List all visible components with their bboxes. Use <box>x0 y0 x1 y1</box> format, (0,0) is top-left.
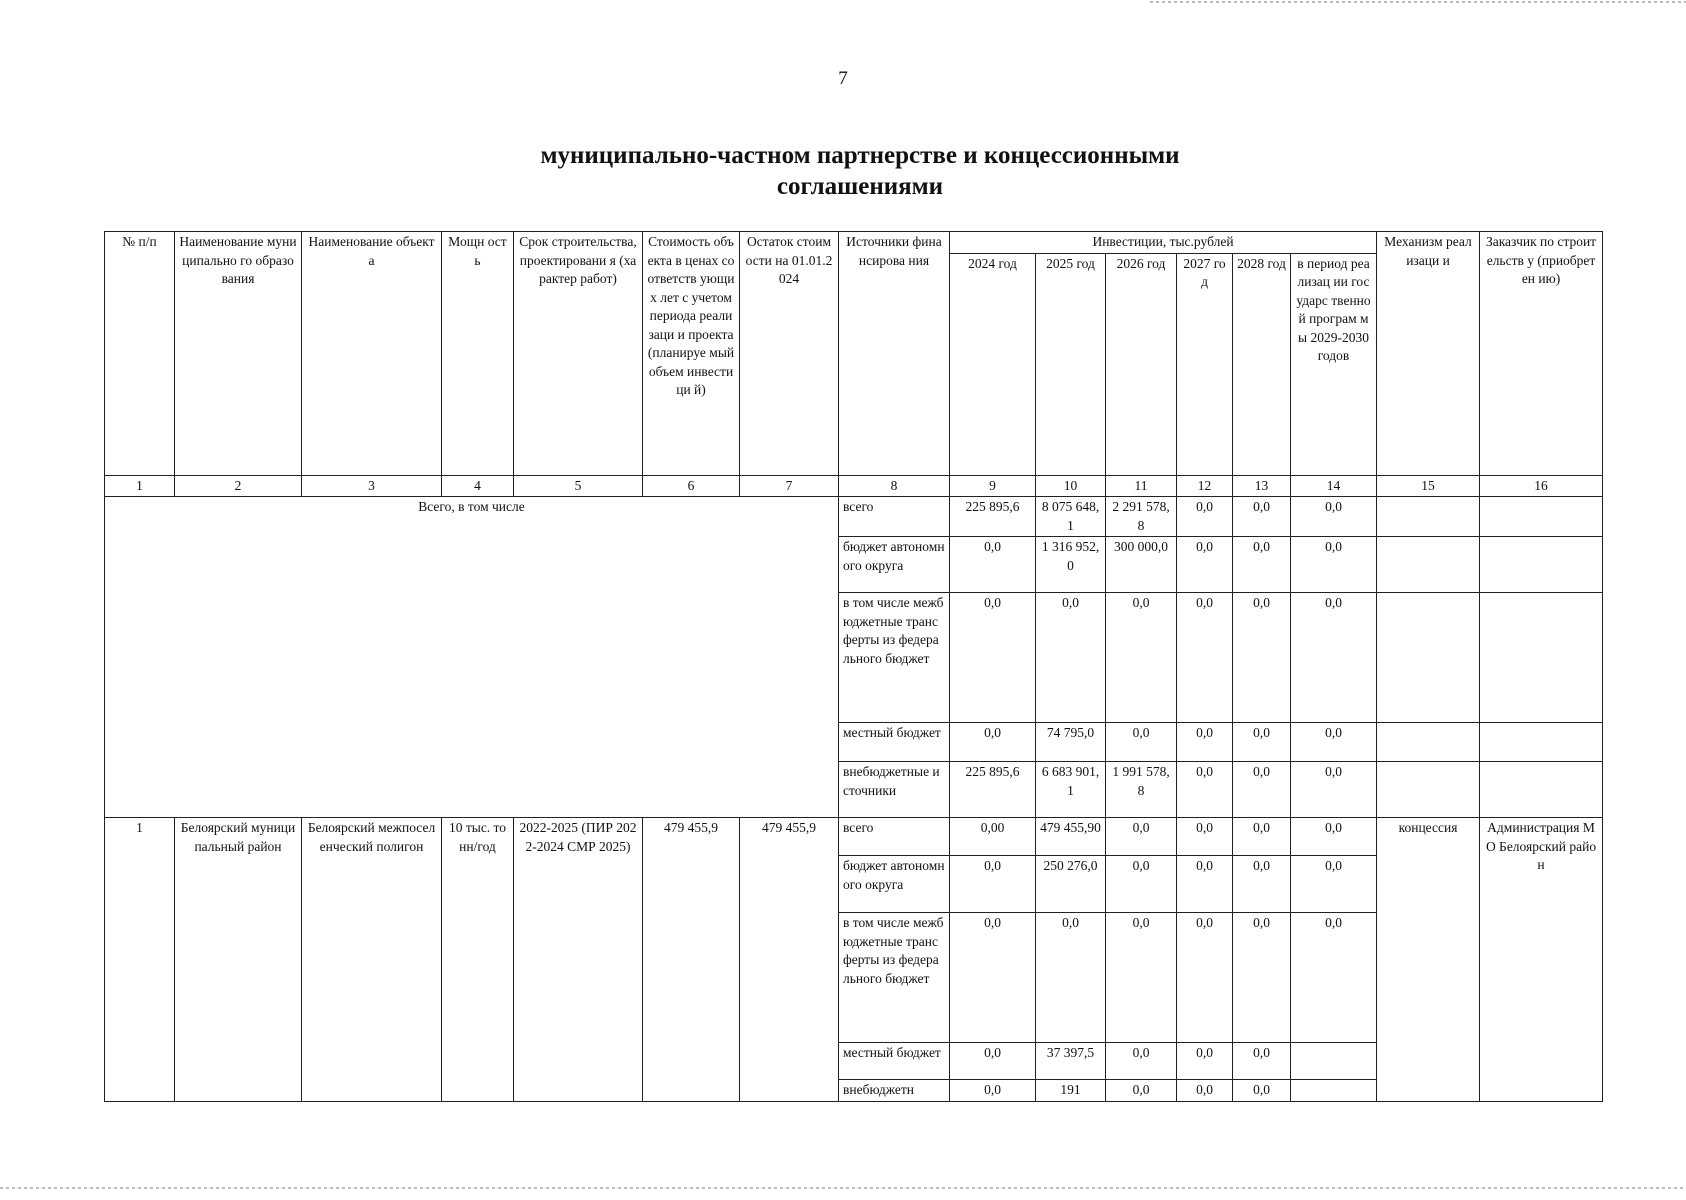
value-cell: 0,0 <box>1036 913 1106 1043</box>
value-cell: 0,0 <box>1233 723 1291 762</box>
column-number: 12 <box>1177 475 1233 497</box>
source-cell: в том числе межбюджетные трансферты из федерального бюджет <box>839 913 950 1043</box>
value-cell: 74 795,0 <box>1036 723 1106 762</box>
value-cell: 0,0 <box>1106 593 1177 723</box>
value-cell: 0,0 <box>1036 593 1106 723</box>
column-number: 2 <box>175 475 302 497</box>
project-remainder: 479 455,9 <box>740 818 839 1102</box>
total-label: Всего, в том числе <box>105 497 839 818</box>
value-cell: 0,0 <box>1233 593 1291 723</box>
value-cell: 0,0 <box>1106 723 1177 762</box>
header-object: Наименование объекта <box>302 232 442 476</box>
column-number: 15 <box>1377 475 1480 497</box>
value-cell: 0,0 <box>1233 497 1291 537</box>
value-cell: 225 895,6 <box>950 762 1036 818</box>
source-cell: внебюджетн <box>839 1080 950 1102</box>
header-cost: Стоимость объекта в ценах соответств ующих лет с учетом периода реализаци и проекта (планируе мый объем инвестици й) <box>643 232 740 476</box>
source-cell: в том числе межбюджетные трансферты из федерального бюджет <box>839 593 950 723</box>
page-number: 7 <box>838 68 848 89</box>
value-cell: 0,0 <box>1233 1043 1291 1080</box>
header-capacity: Мощн ость <box>442 232 514 476</box>
header-remainder: Остаток стоимости на 01.01.2024 <box>740 232 839 476</box>
value-cell: 0,0 <box>1291 856 1377 913</box>
column-number: 5 <box>514 475 643 497</box>
column-number: 7 <box>740 475 839 497</box>
header-customer: Заказчик по строительств у (приобретен ию) <box>1480 232 1603 476</box>
value-cell: 0,0 <box>1177 856 1233 913</box>
value-cell: 0,0 <box>950 593 1036 723</box>
value-cell: 1 316 952,0 <box>1036 537 1106 593</box>
value-cell: 250 276,0 <box>1036 856 1106 913</box>
page-title <box>0 140 1686 202</box>
value-cell: 0,0 <box>1177 1080 1233 1102</box>
source-cell: всего <box>839 497 950 537</box>
header-period: в период реализац ии государс твенной програм мы 2029-2030 годов <box>1291 253 1377 475</box>
value-cell: 0,0 <box>1177 913 1233 1043</box>
value-cell <box>1291 1043 1377 1080</box>
source-cell: бюджет автономного округа <box>839 856 950 913</box>
value-cell: 0,0 <box>950 856 1036 913</box>
value-cell: 0,0 <box>1291 537 1377 593</box>
scan-artifact-top <box>1150 1 1686 3</box>
value-cell: 0,0 <box>1106 1080 1177 1102</box>
column-number: 11 <box>1106 475 1177 497</box>
project-customer: Администрация МО Белоярский район <box>1480 818 1603 1102</box>
column-number-row <box>105 475 1603 497</box>
header-row-1 <box>105 232 1603 254</box>
value-cell: 0,0 <box>1106 856 1177 913</box>
source-cell: бюджет автономного округа <box>839 537 950 593</box>
column-number: 9 <box>950 475 1036 497</box>
value-cell: 0,0 <box>1177 818 1233 856</box>
scan-artifact-bottom <box>0 1187 1686 1189</box>
source-cell: местный бюджет <box>839 1043 950 1080</box>
value-cell: 0,0 <box>1291 497 1377 537</box>
value-cell: 0,0 <box>950 723 1036 762</box>
value-cell: 0,0 <box>950 913 1036 1043</box>
project-cost: 479 455,9 <box>643 818 740 1102</box>
value-cell: 0,0 <box>1291 593 1377 723</box>
project-object: Белоярский межпоселенческий полигон <box>302 818 442 1102</box>
value-cell: 0,0 <box>1177 723 1233 762</box>
value-cell: 0,0 <box>1177 762 1233 818</box>
header-2024: 2024 год <box>950 253 1036 475</box>
column-number: 16 <box>1480 475 1603 497</box>
empty-cell <box>1480 723 1603 762</box>
value-cell: 0,0 <box>1233 1080 1291 1102</box>
project-num: 1 <box>105 818 175 1102</box>
header-2028: 2028 год <box>1233 253 1291 475</box>
source-cell: местный бюджет <box>839 723 950 762</box>
value-cell: 0,0 <box>1233 762 1291 818</box>
project-municipality: Белоярский муниципальный район <box>175 818 302 1102</box>
value-cell: 0,0 <box>1106 1043 1177 1080</box>
value-cell: 225 895,6 <box>950 497 1036 537</box>
value-cell: 191 <box>1036 1080 1106 1102</box>
value-cell: 0,0 <box>1291 762 1377 818</box>
value-cell: 479 455,90 <box>1036 818 1106 856</box>
value-cell: 0,0 <box>1106 913 1177 1043</box>
empty-cell <box>1480 497 1603 537</box>
empty-cell <box>1377 497 1480 537</box>
value-cell: 0,0 <box>1177 1043 1233 1080</box>
value-cell: 0,0 <box>950 1043 1036 1080</box>
empty-cell <box>1377 537 1480 593</box>
column-number: 6 <box>643 475 740 497</box>
table-row <box>105 818 1603 856</box>
value-cell: 0,0 <box>1177 593 1233 723</box>
header-2025: 2025 год <box>1036 253 1106 475</box>
value-cell: 0,0 <box>1233 818 1291 856</box>
value-cell: 0,0 <box>1106 818 1177 856</box>
value-cell: 37 397,5 <box>1036 1043 1106 1080</box>
value-cell: 0,0 <box>1233 537 1291 593</box>
header-mechanism: Механизм реализаци и <box>1377 232 1480 476</box>
project-term: 2022-2025 (ПИР 2022-2024 СМР 2025) <box>514 818 643 1102</box>
value-cell: 0,0 <box>1291 913 1377 1043</box>
value-cell: 0,0 <box>1177 537 1233 593</box>
empty-cell <box>1480 593 1603 723</box>
header-municipality: Наименование муниципально го образования <box>175 232 302 476</box>
header-sources: Источники финансирова ния <box>839 232 950 476</box>
title-line-2: соглашениями <box>776 173 944 200</box>
project-mechanism: концессия <box>1377 818 1480 1102</box>
source-cell: всего <box>839 818 950 856</box>
project-capacity: 10 тыс. тонн/год <box>442 818 514 1102</box>
header-2027: 2027 год <box>1177 253 1233 475</box>
source-cell: внебюджетные источники <box>839 762 950 818</box>
table-row <box>105 497 1603 537</box>
header-2026: 2026 год <box>1106 253 1177 475</box>
value-cell: 2 291 578,8 <box>1106 497 1177 537</box>
title-line-1: муниципально-частном партнерстве и концессионными <box>540 142 1180 169</box>
empty-cell <box>1480 537 1603 593</box>
empty-cell <box>1377 723 1480 762</box>
value-cell: 0,0 <box>950 537 1036 593</box>
investment-table <box>104 231 1603 1102</box>
empty-cell <box>1480 762 1603 818</box>
value-cell: 0,0 <box>1233 913 1291 1043</box>
value-cell: 0,0 <box>1233 856 1291 913</box>
header-num: № п/п <box>105 232 175 476</box>
header-term: Срок строительства, проектировани я (характер работ) <box>514 232 643 476</box>
column-number: 10 <box>1036 475 1106 497</box>
value-cell: 0,0 <box>1177 497 1233 537</box>
column-number: 13 <box>1233 475 1291 497</box>
value-cell: 8 075 648,1 <box>1036 497 1106 537</box>
value-cell: 0,0 <box>1291 723 1377 762</box>
column-number: 1 <box>105 475 175 497</box>
value-cell: 6 683 901,1 <box>1036 762 1106 818</box>
column-number: 3 <box>302 475 442 497</box>
column-number: 4 <box>442 475 514 497</box>
header-investments: Инвестиции, тыс.рублей <box>950 232 1377 254</box>
value-cell: 0,00 <box>950 818 1036 856</box>
value-cell <box>1291 1080 1377 1102</box>
empty-cell <box>1377 762 1480 818</box>
value-cell: 1 991 578,8 <box>1106 762 1177 818</box>
column-number: 8 <box>839 475 950 497</box>
value-cell: 300 000,0 <box>1106 537 1177 593</box>
value-cell: 0,0 <box>1291 818 1377 856</box>
empty-cell <box>1377 593 1480 723</box>
column-number: 14 <box>1291 475 1377 497</box>
value-cell: 0,0 <box>950 1080 1036 1102</box>
